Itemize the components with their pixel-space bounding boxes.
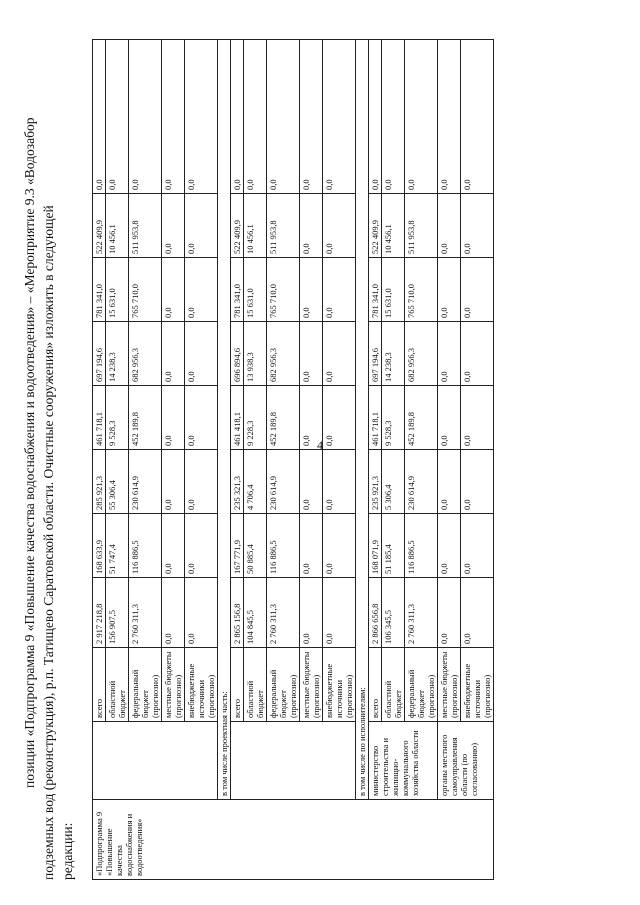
value-cell: 9 528,3 <box>106 386 129 450</box>
value-cell: 452 189,8 <box>129 386 162 450</box>
value-cell: 51 185,4 <box>382 514 405 578</box>
value-cell: 0,0 <box>300 386 323 450</box>
executor-name: министерство строительства и жилищно-коммунального хозяйства области <box>369 722 438 800</box>
value-cell: 167 771,9 <box>231 514 244 578</box>
value-cell: 106 345,5 <box>382 578 405 648</box>
value-cell: 0,0 <box>185 194 218 258</box>
value-cell: 452 189,8 <box>267 386 300 450</box>
value-cell: 9 228,3 <box>244 386 267 450</box>
funding-source-label: всего <box>231 648 244 722</box>
value-cell: 15 631,0 <box>244 258 267 322</box>
value-cell: 0,0 <box>162 450 185 514</box>
table-row <box>93 40 106 880</box>
value-cell: 461 718,1 <box>369 386 382 450</box>
value-cell: 168 071,9 <box>369 514 382 578</box>
funding-source-label: федеральный бюджет (прогнозно) <box>267 648 300 722</box>
value-cell: 0,0 <box>461 40 494 194</box>
value-cell: 0,0 <box>300 322 323 386</box>
section-label: в том числе по исполнителям: <box>356 40 369 800</box>
value-cell: 0,0 <box>461 450 494 514</box>
value-cell: 230 614,9 <box>405 450 438 514</box>
section-row <box>218 40 231 880</box>
value-cell: 104 845,5 <box>244 578 267 648</box>
value-cell: 0,0 <box>162 194 185 258</box>
value-cell: 0,0 <box>162 578 185 648</box>
value-cell: 2 760 311,3 <box>129 578 162 648</box>
value-cell: 0,0 <box>438 258 461 322</box>
value-cell: 116 886,5 <box>129 514 162 578</box>
value-cell: 235 921,3 <box>369 450 382 514</box>
value-cell: 168 633,9 <box>93 514 106 578</box>
value-cell: 781 341,0 <box>93 258 106 322</box>
value-cell: 2 760 311,3 <box>405 578 438 648</box>
funding-source-label: местные бюджеты (прогнозно) <box>300 648 323 722</box>
table-row <box>438 40 461 880</box>
funding-source-label: местные бюджеты (прогнозно) <box>438 648 461 722</box>
value-cell: 14 238,3 <box>106 322 129 386</box>
value-cell: 116 886,5 <box>267 514 300 578</box>
executor-name: органы местного самоуправления области (по согласованию) <box>438 722 494 800</box>
section-label: в том числе проектная часть: <box>218 40 231 800</box>
value-cell: 9 528,3 <box>382 386 405 450</box>
value-cell: 0,0 <box>244 40 267 194</box>
value-cell: 0,0 <box>438 386 461 450</box>
value-cell: 522 409,9 <box>231 194 244 258</box>
budget-table <box>92 39 494 880</box>
value-cell: 682 956,3 <box>267 322 300 386</box>
value-cell: 10 456,1 <box>106 194 129 258</box>
value-cell: 235 321,3 <box>231 450 244 514</box>
page-number: 4 <box>317 438 323 452</box>
value-cell: 0,0 <box>323 258 356 322</box>
value-cell: 0,0 <box>438 194 461 258</box>
value-cell: 0,0 <box>300 450 323 514</box>
value-cell: 0,0 <box>461 194 494 258</box>
table-row <box>369 40 382 880</box>
value-cell: 285 921,3 <box>93 450 106 514</box>
table-row <box>231 40 244 880</box>
value-cell: 0,0 <box>438 322 461 386</box>
funding-source-label: федеральный бюджет (прогнозно) <box>129 648 162 722</box>
value-cell: 116 886,5 <box>405 514 438 578</box>
intro-line-3: редакции: <box>60 822 75 880</box>
value-cell: 2 917 218,8 <box>93 578 106 648</box>
value-cell: 0,0 <box>323 194 356 258</box>
value-cell: 0,0 <box>405 40 438 194</box>
rotated-content <box>20 20 620 880</box>
value-cell: 0,0 <box>323 386 356 450</box>
value-cell: 0,0 <box>382 40 405 194</box>
funding-source-label: внебюджетные источники (прогнозно) <box>185 648 218 722</box>
value-cell: 511 953,8 <box>405 194 438 258</box>
value-cell: 511 953,8 <box>267 194 300 258</box>
value-cell: 0,0 <box>106 40 129 194</box>
value-cell: 697 194,6 <box>93 322 106 386</box>
value-cell: 765 710,0 <box>267 258 300 322</box>
value-cell: 0,0 <box>323 40 356 194</box>
value-cell: 0,0 <box>300 194 323 258</box>
value-cell: 14 238,3 <box>382 322 405 386</box>
value-cell: 51 747,4 <box>106 514 129 578</box>
value-cell: 452 189,8 <box>405 386 438 450</box>
value-cell: 682 956,3 <box>129 322 162 386</box>
value-cell: 0,0 <box>162 258 185 322</box>
value-cell: 0,0 <box>93 40 106 194</box>
value-cell: 2 865 156,8 <box>231 578 244 648</box>
value-cell: 0,0 <box>323 322 356 386</box>
value-cell: 0,0 <box>267 40 300 194</box>
value-cell: 461 418,1 <box>231 386 244 450</box>
value-cell: 0,0 <box>323 578 356 648</box>
value-cell: 0,0 <box>300 40 323 194</box>
value-cell: 55 306,4 <box>106 450 129 514</box>
funding-source-label: всего <box>93 648 106 722</box>
value-cell: 0,0 <box>185 578 218 648</box>
value-cell: 0,0 <box>438 514 461 578</box>
value-cell: 0,0 <box>185 386 218 450</box>
funding-source-label: всего <box>369 648 382 722</box>
value-cell: 0,0 <box>300 578 323 648</box>
funding-source-label: внебюджетные источники (прогнозно) <box>323 648 356 722</box>
value-cell: 0,0 <box>185 514 218 578</box>
funding-source-label: областной бюджет <box>382 648 405 722</box>
value-cell: 0,0 <box>185 40 218 194</box>
program-label: «Подпрограмма 9 «Повышение качества водоснабжения и водоотведения» <box>93 800 494 880</box>
value-cell: 697 194,6 <box>369 322 382 386</box>
value-cell: 156 907,5 <box>106 578 129 648</box>
value-cell: 0,0 <box>185 322 218 386</box>
value-cell: 0,0 <box>129 40 162 194</box>
value-cell: 0,0 <box>300 514 323 578</box>
value-cell: 0,0 <box>438 450 461 514</box>
value-cell: 0,0 <box>438 40 461 194</box>
value-cell: 10 456,1 <box>382 194 405 258</box>
value-cell: 15 631,0 <box>382 258 405 322</box>
value-cell: 0,0 <box>162 386 185 450</box>
value-cell: 15 631,0 <box>106 258 129 322</box>
value-cell: 0,0 <box>438 578 461 648</box>
value-cell: 522 409,9 <box>93 194 106 258</box>
value-cell: 0,0 <box>185 258 218 322</box>
value-cell: 0,0 <box>185 450 218 514</box>
value-cell: 781 341,0 <box>369 258 382 322</box>
intro-line-2: подземных вод (реконструкция), р.п. Татищево Саратовской области. Очистные сооружения» изложить в следующей <box>41 205 56 880</box>
value-cell: 0,0 <box>323 450 356 514</box>
value-cell: 765 710,0 <box>129 258 162 322</box>
value-cell: 0,0 <box>162 40 185 194</box>
value-cell: 522 409,9 <box>369 194 382 258</box>
value-cell: 0,0 <box>162 514 185 578</box>
value-cell: 0,0 <box>162 322 185 386</box>
value-cell: 0,0 <box>300 258 323 322</box>
value-cell: 461 718,1 <box>93 386 106 450</box>
value-cell: 230 614,9 <box>129 450 162 514</box>
funding-source-label: областной бюджет <box>106 648 129 722</box>
value-cell: 4 706,4 <box>244 450 267 514</box>
intro-paragraph <box>20 40 77 880</box>
intro-line-1: позиции «Подпрограмма 9 «Повышение качества водоснабжения и водоотведения» – «Мероприятие 9.3 «Водозабор <box>22 117 37 788</box>
value-cell: 0,0 <box>461 258 494 322</box>
value-cell: 765 710,0 <box>405 258 438 322</box>
funding-source-label: внебюджетные источники (прогнозно) <box>461 648 494 722</box>
value-cell: 0,0 <box>461 322 494 386</box>
value-cell: 10 456,1 <box>244 194 267 258</box>
value-cell: 5 306,4 <box>382 450 405 514</box>
value-cell: 0,0 <box>461 578 494 648</box>
value-cell: 511 953,8 <box>129 194 162 258</box>
section-row <box>356 40 369 880</box>
value-cell: 0,0 <box>461 514 494 578</box>
empty-cell <box>93 722 218 800</box>
value-cell: 0,0 <box>323 514 356 578</box>
funding-source-label: областной бюджет <box>244 648 267 722</box>
funding-source-label: местные бюджеты (прогнозно) <box>162 648 185 722</box>
value-cell: 230 614,9 <box>267 450 300 514</box>
funding-source-label: федеральный бюджет (прогнозно) <box>405 648 438 722</box>
value-cell: 0,0 <box>369 40 382 194</box>
value-cell: 2 760 311,3 <box>267 578 300 648</box>
value-cell: 682 956,3 <box>405 322 438 386</box>
empty-cell <box>231 722 356 800</box>
value-cell: 0,0 <box>461 386 494 450</box>
value-cell: 0,0 <box>231 40 244 194</box>
value-cell: 13 938,3 <box>244 322 267 386</box>
value-cell: 696 894,6 <box>231 322 244 386</box>
value-cell: 2 866 656,8 <box>369 578 382 648</box>
value-cell: 781 341,0 <box>231 258 244 322</box>
value-cell: 50 885,4 <box>244 514 267 578</box>
